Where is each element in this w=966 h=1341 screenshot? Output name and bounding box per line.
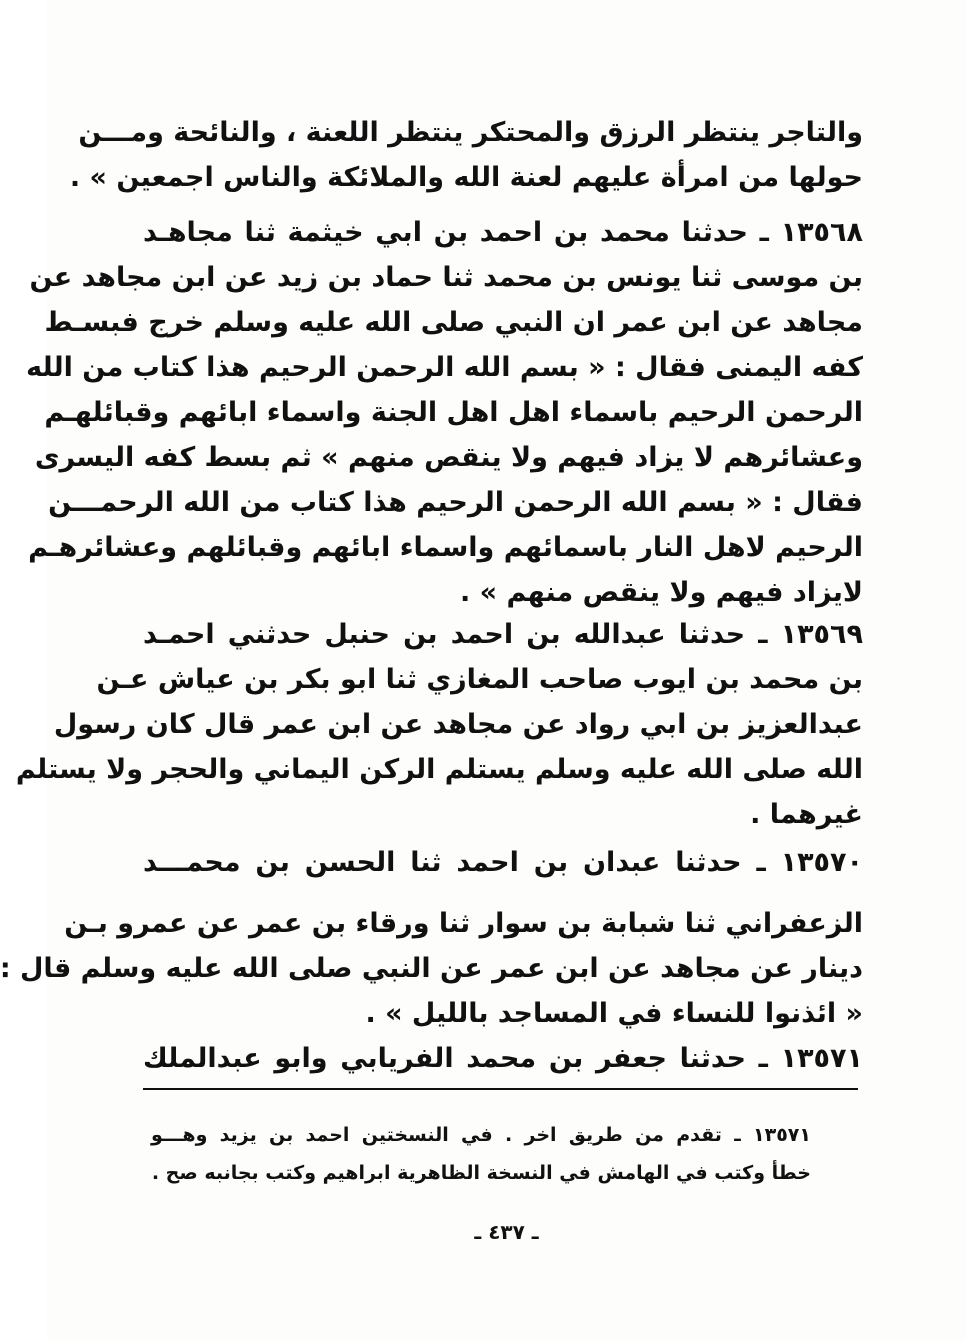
text-line: وعشائرهم لا يزاد فيهم ولا ينقص منهم » ثم بسط كفه اليسرى xyxy=(34,442,863,473)
text-line: والتاجر ينتظر الرزق والمحتكر ينتظر اللعنة ، والنائحة ومـــن xyxy=(78,117,863,148)
text-line: دينار عن مجاهد عن ابن عمر عن النبي صلى الله عليه وسلم قال : xyxy=(0,953,863,984)
footnote xyxy=(151,1116,811,1192)
footnote-line: خطأ وكتب في الهامش في النسخة الظاهرية ابراهيم وكتب بجانبه صح . xyxy=(151,1162,811,1184)
hadith-13569 xyxy=(15,612,863,837)
hadith-13571 xyxy=(143,1036,863,1081)
hadith-13568 xyxy=(26,210,863,615)
page-number: ـ ٤٣٧ ـ xyxy=(474,1220,539,1244)
text-line: بن محمد بن ايوب صاحب المغازي ثنا ابو بكر بن عياش عـن xyxy=(96,664,863,695)
text-line: حولها من امرأة عليهم لعنة الله والملائكة والناس اجمعين » . xyxy=(69,162,863,193)
text-line: الرحمن الرحيم باسماء اهل اهل الجنة واسماء ابائهم وقبائلهـم xyxy=(44,397,863,428)
text-line: عبدالعزيز بن ابي رواد عن مجاهد عن ابن عمر قال كان رسول xyxy=(53,709,863,740)
text-line: غيرهما . xyxy=(750,799,863,830)
text-line: فقال : « بسم الله الرحمن الرحيم هذا كتاب من الله الرحمـــن xyxy=(48,487,863,518)
hadith-heading-line: ١٣٥٦٩ ـ حدثنا عبدالله بن احمد بن حنبل حدثني احمـد xyxy=(143,619,863,650)
footnote-divider xyxy=(143,1088,858,1090)
text-line: بن موسى ثنا يونس بن محمد ثنا حماد بن زيد عن ابن مجاهد عن xyxy=(29,262,863,293)
text-line: الله صلى الله عليه وسلم يستلم الركن اليماني والحجر ولا يستلم xyxy=(15,754,863,785)
footnote-line: ١٣٥٧١ ـ تقدم من طريق اخر . في النسختين احمد بن يزيد وهـــو xyxy=(151,1124,811,1146)
hadith-13570 xyxy=(0,840,863,1036)
text-line: « ائذنوا للنساء في المساجد بالليل » . xyxy=(365,998,863,1029)
hadith-heading-line: ١٣٥٧٠ ـ حدثنا عبدان بن احمد ثنا الحسن بن محمـــد xyxy=(143,847,863,878)
hadith-heading-line: ١٣٥٦٨ ـ حدثنا محمد بن احمد بن ابي خيثمة ثنا مجاهـد xyxy=(143,217,863,248)
text-line: لايزاد فيهم ولا ينقص منهم » . xyxy=(460,577,863,608)
hadith-heading-line: ١٣٥٧١ ـ حدثنا جعفر بن محمد الفريابي وابو عبدالملك xyxy=(143,1043,863,1074)
text-line: مجاهد عن ابن عمر ان النبي صلى الله عليه وسلم خرج فبسـط xyxy=(44,307,863,338)
text-line: كفه اليمنى فقال : « بسم الله الرحمن الرحيم هذا كتاب من الله xyxy=(26,352,863,383)
text-line: الزعفراني ثنا شبابة بن سوار ثنا ورقاء بن عمر عن عمرو بـن xyxy=(64,908,863,939)
text-line: الرحيم لاهل النار باسمائهم واسماء ابائهم وقبائلهم وعشائرهـم xyxy=(28,532,863,563)
intro-paragraph xyxy=(69,110,863,200)
